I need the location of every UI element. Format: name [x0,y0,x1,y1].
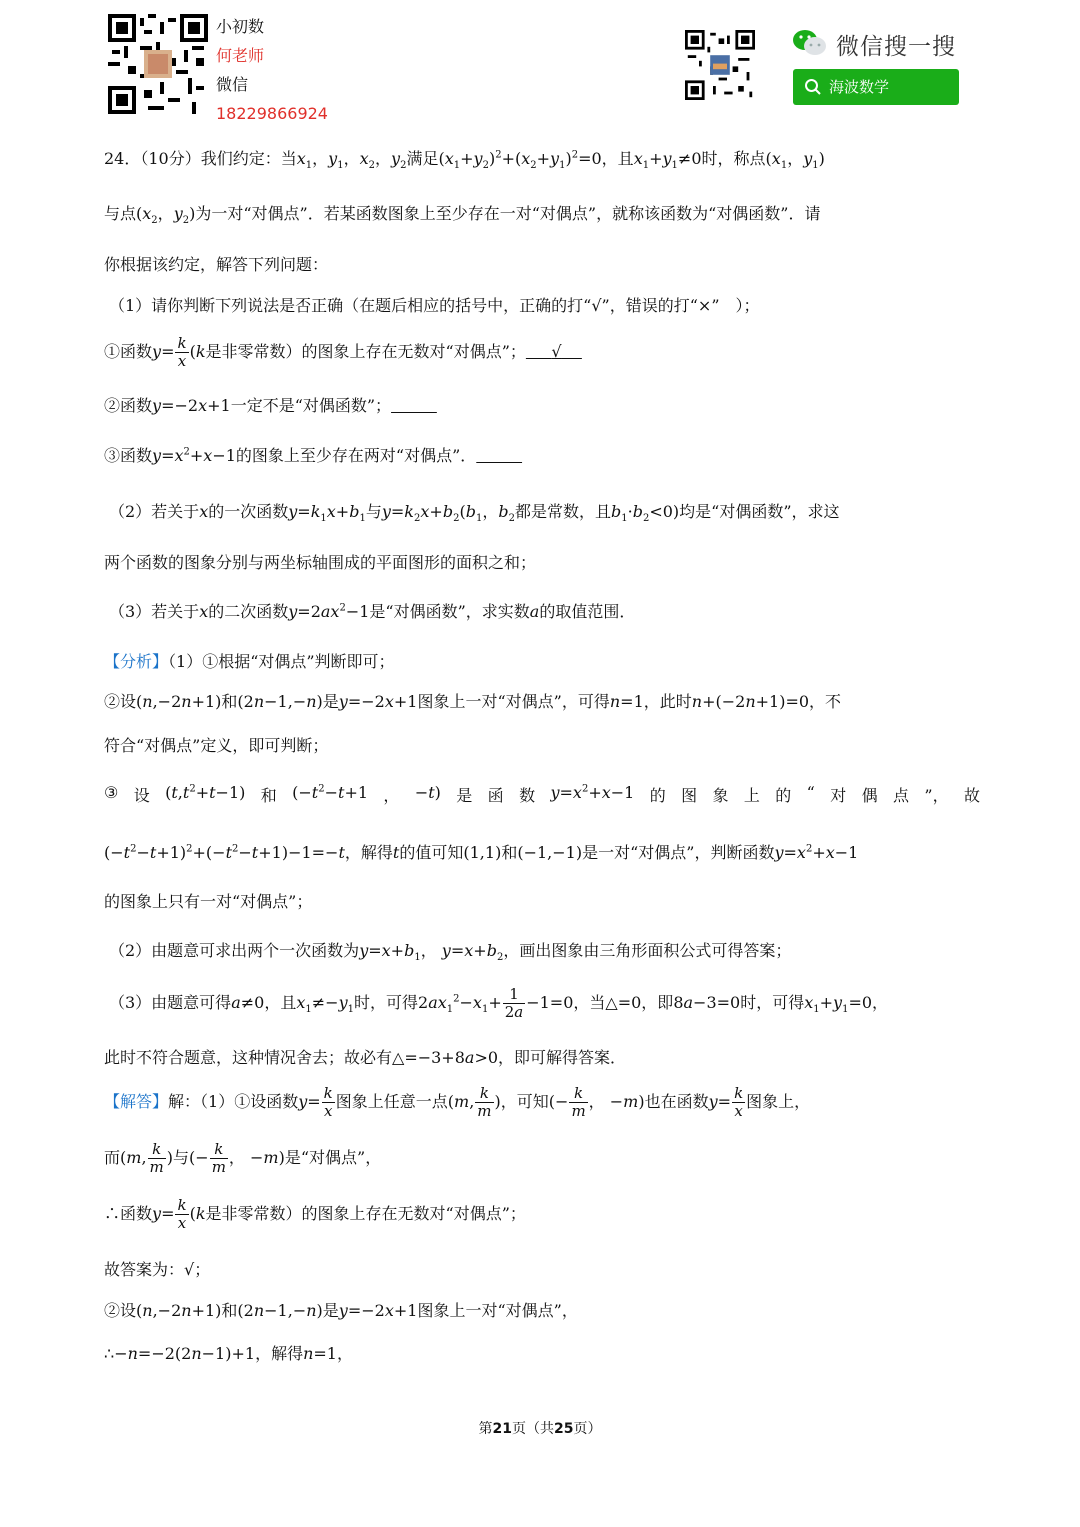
analysis-tag: 【分析】 [104,652,169,671]
page-footer: 第21页（共25页） [478,1421,602,1437]
contact-line-1: 小初数 [216,17,265,36]
analysis-line-1: 【分析】（1）①根据“对偶点”判断即可； [104,652,395,671]
part-1-prompt: （1）请你判断下列说法是否正确（在题后相应的括号中，正确的打“√”，错误的打“×” ）； [109,296,760,315]
statement-3: ③函数$y=x^2+x-1$的图象上至少存在两对“对偶点”． [104,446,477,465]
analysis-line-8: （3）由题意可得a≠0，且$x_1\ne-y_1$时，可得$2ax_1^2-x_1+$ $\frac{1}{2a}$ −1=0，当△=0，即8a−3=0时，可得$x_1+y_1=0$， [109,985,889,1021]
analysis-line-3: 符合“对偶点”定义，即可判断； [104,736,329,755]
analysis-line-4: ③ 设 $(t,t^2+t-1)$ 和 ($-t^2-t+1$ ， −t) 是 函 数 $y=x^2+x-1$ 的 图 象 上 的 “ 对 偶 点 ”， 故 [104,783,980,805]
search-label: 海波数学 [829,78,890,96]
part-2-prompt-cont: 两个函数的图象分别与两坐标轴围成的平面图形的面积之和； [104,553,537,572]
analysis-line-2: ②设(n,−2n+1)和(2n−1,−n)是y=−2x+1图象上一对“对偶点”，可得n=1，此时n+(−2n+1)=0，不 [104,692,842,711]
solution-line-3: ∴函数y= $\frac{k}{x}$ (k是非零常数）的图象上存在无数对“对偶点”； [104,1196,526,1232]
search-icon [804,78,822,96]
page-header [0,0,1080,125]
wechat-search-title: 微信搜一搜 [836,34,956,60]
qr-code-wechat [685,30,755,100]
wechat-search-button[interactable] [793,69,959,105]
statement-1-answer: √ [551,342,562,361]
contact-line-wechat: 微信 [216,75,249,94]
qr-code-contact [108,14,208,114]
part-3-prompt: （3）若关于x的二次函数$y=2ax^2-1$是“对偶函数”，求实数a的取值范围． [109,602,636,621]
solution-line-2: 而(m, $\frac{k}{m}$ )与(− $\frac{k}{m}$ ， −m)是“对偶点”， [104,1140,382,1176]
part-2-prompt: （2）若关于x的一次函数$y=k_1x+b_1$与$y=k_2x+b_2(b_1$，$b_2$都是常数，且$b_1\cdot b_2<0$)均是“对偶函数”，求这 [109,502,840,525]
statement-2: ②函数y=−2x+1一定不是“对偶函数”； [104,396,392,415]
question-line-1: 24．（10分）我们约定：当$x_1$，$y_1$，$x_2$，$y_2$满足$(x_1+y_2)^2+(x_2+y_1)^2=0$，且$x_1+y_1\ne 0$时，称点($x_1$，$y_1$) [104,149,825,172]
statement-1: ①函数y= $\frac{k}{x}$ (k是非零常数）的图象上存在无数对“对偶点”； √ [104,334,562,370]
page-total: 25 [554,1421,574,1437]
solution-line-6: ∴−n=−2(2n−1)+1，解得n=1， [104,1344,353,1363]
analysis-line-7: （2）由题意可求出两个一次函数为$y=x+b_1$， $y=x+b_2$，画出图象由三角形面积公式可得答案； [109,941,792,964]
solution-tag: 【解答】 [104,1092,169,1111]
analysis-line-6: 的图象上只有一对“对偶点”； [104,892,313,911]
analysis-line-5: $(-t^2-t+1)^2+(-t^2-t+1)-1=-t$，解得t的值可知(1,1)和(−1,−1)是一对“对偶点”，判断函数$y=x^2+x-1$ [104,843,859,862]
solution-line-5: ②设(n,−2n+1)和(2n−1,−n)是y=−2x+1图象上一对“对偶点”， [104,1301,578,1320]
contact-info [216,12,328,128]
solution-line-4: 故答案为：√； [104,1260,211,1279]
analysis-line-9: 此时不符合题意，这种情况舍去；故必有△=−3+8a>0，即可解得答案． [104,1048,627,1067]
contact-phone: 18229866924 [216,104,328,123]
solution-line-1: 【解答】解：（1）①设函数y= $\frac{k}{x}$ 图象上任意一点(m, $\frac{k}{m}$ )，可知(− $\frac{k}{m}$ ， −m)也在函数y= $\frac{k}{x}$ 图象上， [104,1084,811,1120]
wechat-logo-icon [792,28,828,62]
question-line-3: 你根据该约定，解答下列问题： [104,255,329,274]
question-line-2: 与点($x_2$，$y_2$)为一对“对偶点”．若某函数图象上至少存在一对“对偶点”，就称该函数为“对偶函数”．请 [104,204,821,227]
page-number: 21 [492,1421,512,1437]
contact-line-teacher: 何老师 [216,46,265,65]
